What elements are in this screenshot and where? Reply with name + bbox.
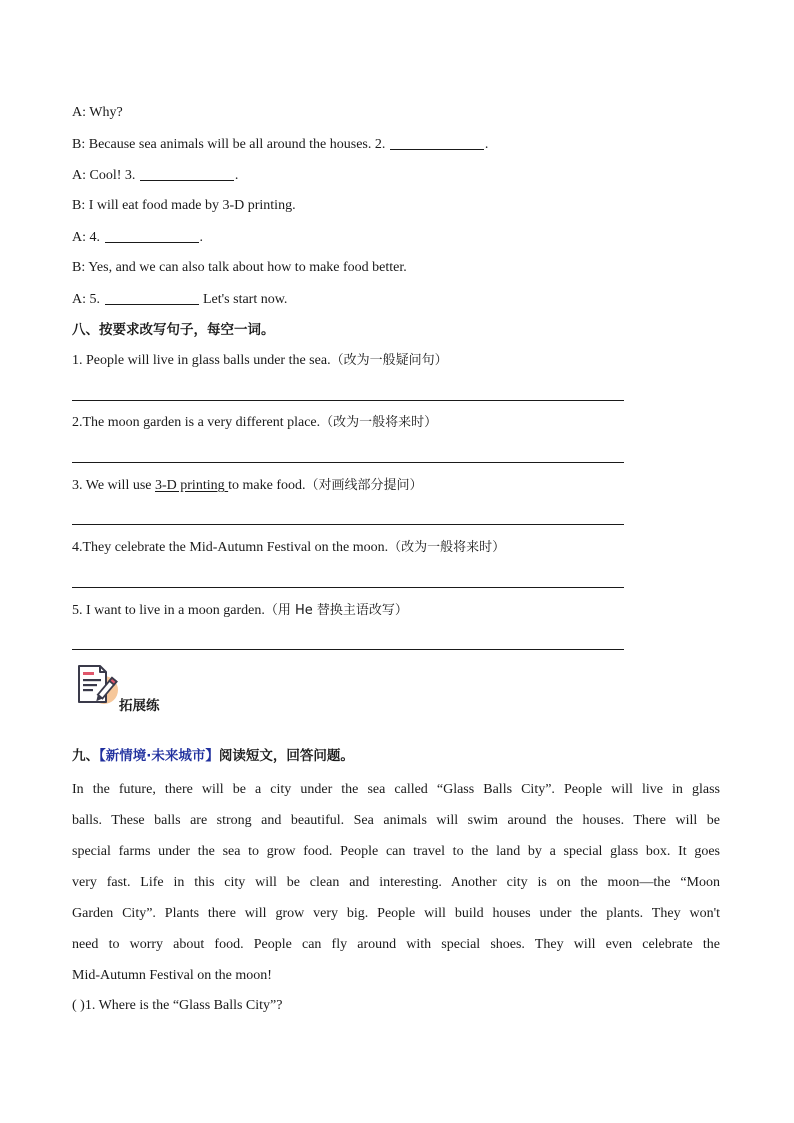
rewrite-item-3 [72, 477, 423, 495]
answer-blank[interactable] [140, 166, 234, 181]
passage-line: Garden City”. Plants there will grow very big. People will build houses under the plants. They won't [72, 906, 720, 921]
answer-blank[interactable] [105, 290, 199, 305]
dialogue-line-2 [72, 135, 488, 154]
passage-line: need to worry about food. People can fly around with special shoes. They will even celebrate the [72, 937, 720, 952]
rewrite-sentence: 1. People will live in glass balls under the sea. [72, 353, 331, 368]
rewrite-instruction: （用 He 替换主语改写） [264, 603, 408, 618]
dialogue-text: . [234, 168, 239, 183]
section-number: 九、 [72, 748, 99, 764]
answer-line-3[interactable] [72, 524, 624, 525]
reading-passage [72, 774, 720, 991]
extension-practice-label: 拓展练 [119, 698, 160, 714]
answer-line-5[interactable] [72, 649, 624, 650]
underlined-phrase: 3-D printing [155, 478, 229, 493]
answer-blank[interactable] [105, 228, 199, 243]
section-instruction: 阅读短文，回答问题。 [218, 748, 354, 764]
dialogue-line-1: A: Why? [72, 105, 123, 120]
rewrite-item-1 [72, 352, 448, 370]
passage-line: very fast. Life in this city will be clean and interesting. Another city is on the moon—the “Moon [72, 875, 720, 890]
dialogue-text: . [484, 137, 489, 152]
dialogue-text: A: 4. [72, 230, 104, 245]
section-9-title [72, 744, 354, 764]
rewrite-instruction: （改为一般疑问句） [330, 353, 448, 368]
worksheet-pencil-icon [74, 662, 120, 708]
rewrite-sentence: 2.The moon garden is a very different place. [72, 415, 321, 430]
answer-line-1[interactable] [72, 400, 624, 401]
rewrite-instruction: （对画线部分提问） [305, 478, 423, 493]
passage-line: balls. These balls are strong and beautiful. Sea animals will swim around the houses. There will be [72, 813, 720, 828]
section-8-title: 八、按要求改写句子，每空一词。 [72, 322, 275, 338]
rewrite-instruction: （改为一般将来时） [388, 540, 506, 555]
rewrite-instruction: （改为一般将来时） [320, 415, 438, 430]
rewrite-item-4 [72, 539, 505, 557]
dialogue-text: A: Cool! 3. [72, 168, 139, 183]
answer-blank[interactable] [390, 135, 484, 150]
dialogue-text: B: Because sea animals will be all around the houses. 2. [72, 137, 389, 152]
dialogue-line-6: B: Yes, and we can also talk about how to make food better. [72, 260, 407, 275]
rewrite-item-2 [72, 414, 437, 432]
dialogue-line-4: B: I will eat food made by 3-D printing. [72, 198, 296, 213]
rewrite-item-5 [72, 602, 408, 620]
context-tag: 【新情境·未来城市】 [99, 748, 219, 764]
passage-line: special farms under the sea to grow food. People can travel to the land by a special glass box. It goes [72, 844, 720, 859]
passage-line: Mid-Autumn Festival on the moon! [72, 968, 272, 983]
rewrite-sentence: 5. I want to live in a moon garden. [72, 603, 265, 618]
dialogue-text: . [199, 230, 203, 245]
dialogue-text: A: 5. [72, 292, 104, 307]
dialogue-line-5 [72, 228, 203, 247]
dialogue-text: Let's start now. [199, 292, 288, 307]
rewrite-sentence: to make food. [228, 478, 306, 493]
answer-line-4[interactable] [72, 587, 624, 588]
answer-line-2[interactable] [72, 462, 624, 463]
rewrite-sentence: 3. We will use [72, 478, 155, 493]
dialogue-line-3 [72, 166, 238, 185]
passage-line: In the future, there will be a city under the sea called “Glass Balls City”. People will live in glass [72, 782, 720, 797]
dialogue-line-7 [72, 290, 287, 309]
question-1[interactable]: ( )1. Where is the “Glass Balls City”? [72, 998, 283, 1013]
rewrite-sentence: 4.They celebrate the Mid-Autumn Festival on the moon. [72, 540, 389, 555]
